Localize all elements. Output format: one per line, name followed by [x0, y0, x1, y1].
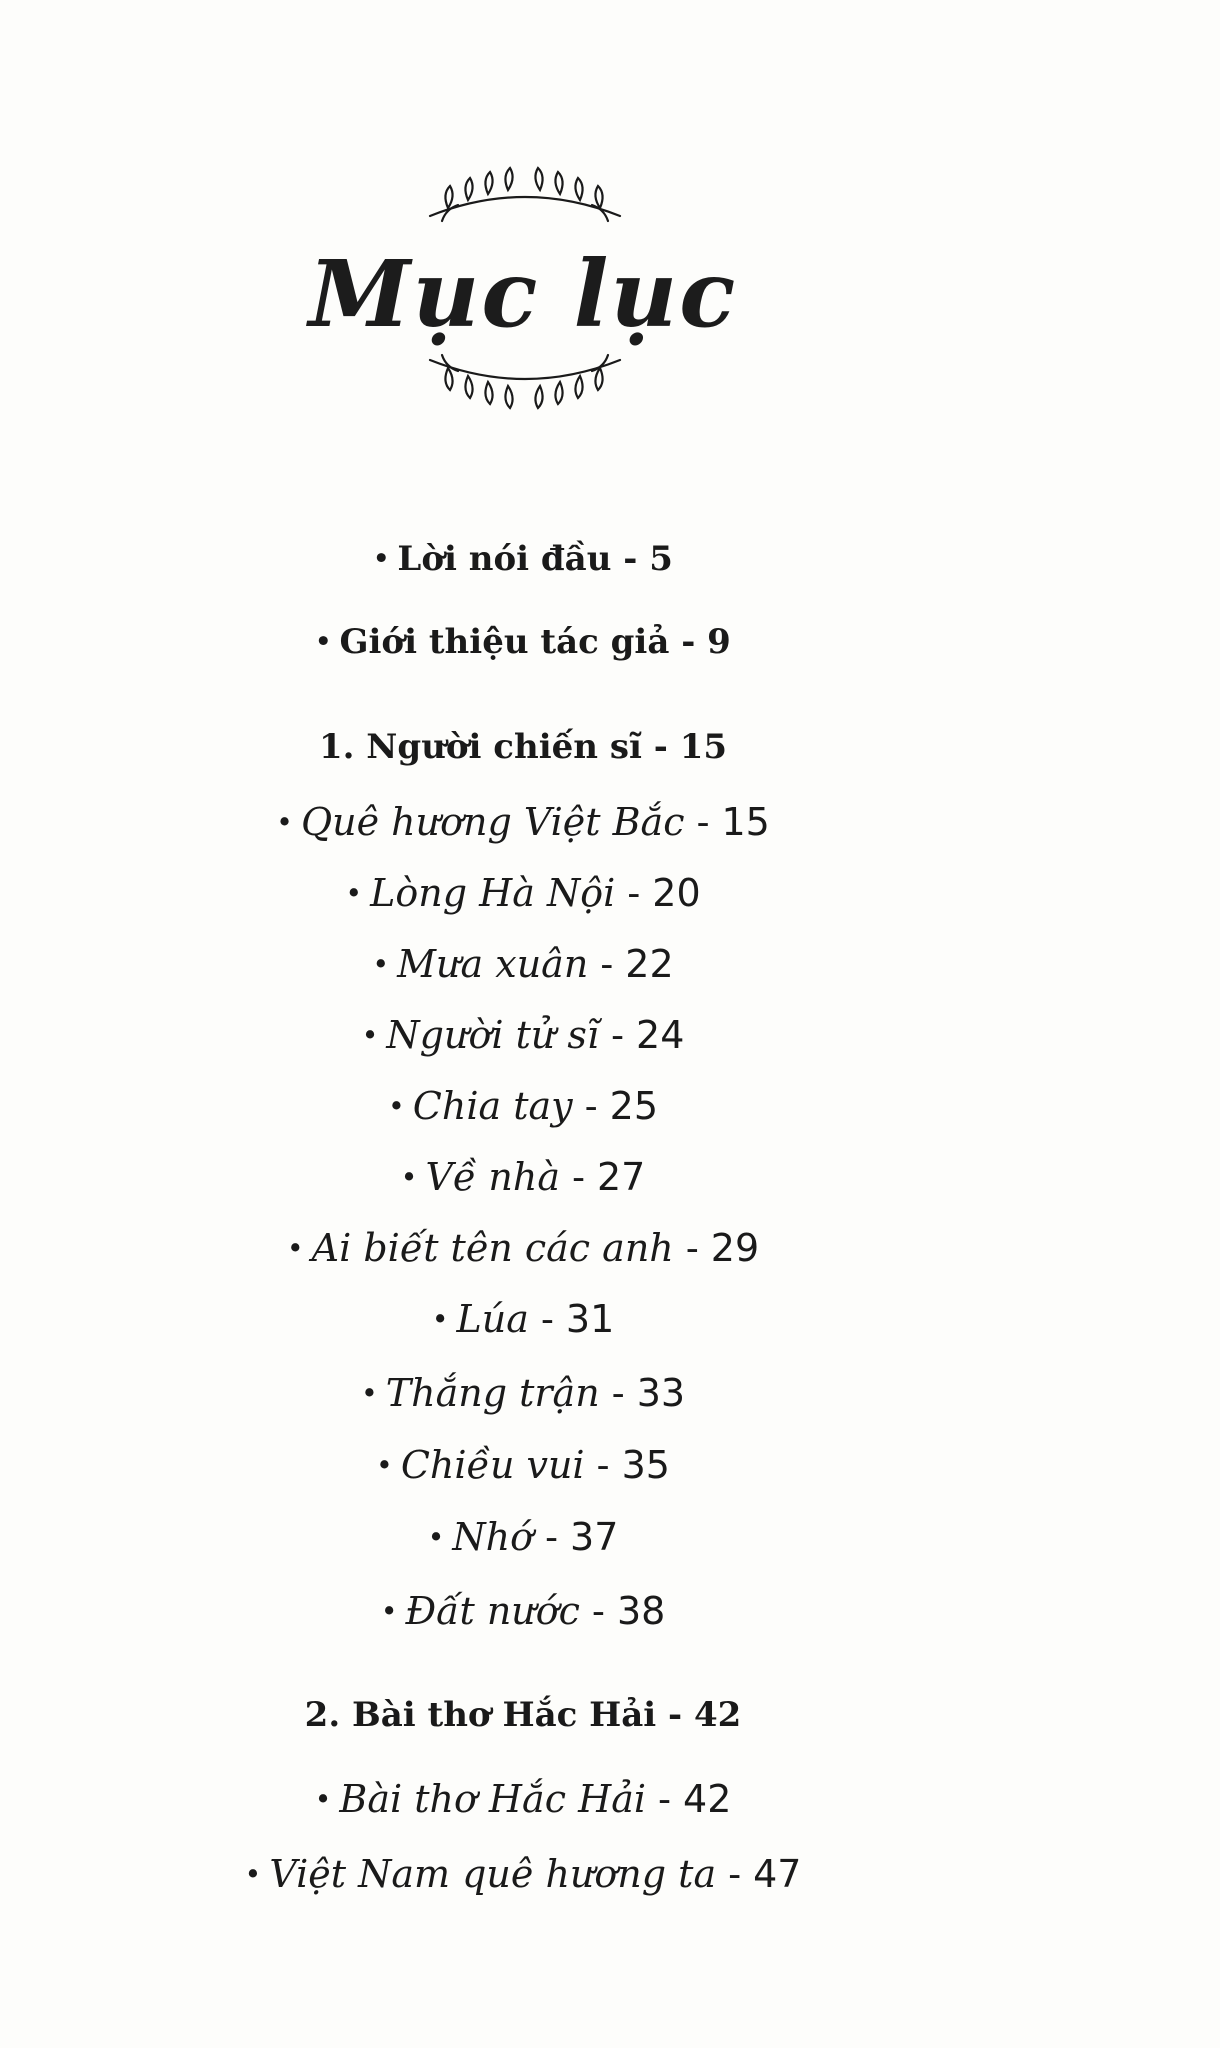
- bullet-icon: •: [400, 1160, 418, 1194]
- toc-separator: -: [684, 800, 722, 844]
- toc-separator: -: [528, 1297, 566, 1341]
- toc-entry-title: Giới thiệu tác giả: [339, 622, 670, 662]
- toc-entry[interactable]: [0, 800, 1046, 844]
- bullet-icon: •: [286, 1231, 304, 1265]
- toc-entry-title: Chiều vui: [400, 1443, 585, 1487]
- toc-separator: -: [646, 1777, 684, 1821]
- toc-entry-title: Lời nói đầu: [397, 539, 612, 579]
- toc-separator: -: [579, 1589, 617, 1633]
- toc-separator: -: [533, 1515, 571, 1559]
- toc-entry[interactable]: [0, 1777, 1046, 1821]
- toc-entry-title: Mưa xuân: [397, 942, 589, 986]
- toc-entry-title: Thắng trận: [385, 1371, 600, 1415]
- toc-separator: -: [599, 1371, 637, 1415]
- toc-page-number: 25: [609, 1084, 658, 1128]
- bullet-icon: •: [315, 626, 332, 657]
- toc-separator: -: [641, 727, 680, 767]
- toc-entry[interactable]: [0, 871, 1046, 915]
- toc-page-number: 42: [694, 1695, 742, 1735]
- toc-separator: -: [615, 871, 653, 915]
- bullet-icon: •: [431, 1302, 449, 1336]
- bullet-icon: •: [376, 1448, 393, 1482]
- toc-entry-title: Nhớ: [452, 1515, 534, 1559]
- toc-entry-title: Chia tay: [412, 1084, 573, 1128]
- toc-entry-title: Ai biết tên các anh: [311, 1226, 674, 1270]
- toc-entry[interactable]: [0, 1084, 1046, 1128]
- toc-section-1[interactable]: [0, 727, 1046, 767]
- toc-page-number: 38: [616, 1589, 666, 1633]
- bullet-icon: •: [314, 1782, 332, 1816]
- toc-page-number: 31: [565, 1297, 615, 1341]
- toc-separator: -: [584, 1443, 622, 1487]
- toc-entry[interactable]: [0, 1852, 1046, 1896]
- bullet-icon: •: [380, 1594, 398, 1628]
- bullet-icon: •: [244, 1857, 262, 1891]
- laurel-branch-icon: [420, 348, 630, 418]
- bullet-icon: •: [360, 1376, 378, 1410]
- bullet-icon: •: [427, 1520, 445, 1554]
- toc-section-2[interactable]: [0, 1695, 1046, 1735]
- toc-page-number: 22: [625, 942, 674, 986]
- toc-entry-title: Đất nước: [405, 1589, 580, 1633]
- toc-separator: -: [673, 1226, 711, 1270]
- laurel-branch-icon: [420, 158, 630, 228]
- toc-page-number: 20: [652, 871, 701, 915]
- toc-page-number: 9: [707, 622, 731, 662]
- toc-separator: -: [611, 539, 650, 579]
- toc-separator: -: [572, 1084, 610, 1128]
- toc-entry-title: Người tử sĩ: [386, 1013, 600, 1057]
- toc-entry-author-intro[interactable]: [0, 622, 1046, 662]
- toc-entry[interactable]: [0, 1297, 1046, 1341]
- toc-entry[interactable]: [0, 1443, 1046, 1487]
- toc-page-number: 15: [721, 800, 770, 844]
- toc-entry-preface[interactable]: [0, 539, 1046, 579]
- toc-entry[interactable]: [0, 1226, 1046, 1270]
- bullet-icon: •: [372, 947, 390, 981]
- toc-entry-title: Lúa: [456, 1297, 529, 1341]
- toc-section-title: 1. Người chiến sĩ: [318, 727, 642, 767]
- toc-page-number: 29: [710, 1226, 760, 1270]
- toc-entry[interactable]: [0, 1515, 1046, 1559]
- toc-section-title: 2. Bài thơ Hắc Hải: [304, 1695, 657, 1735]
- toc-entry[interactable]: [0, 1371, 1046, 1415]
- page-title: Mục lục: [308, 240, 738, 348]
- toc-entry-title: Quê hương Việt Bắc: [300, 800, 685, 844]
- toc-separator: -: [669, 622, 708, 662]
- toc-entry-title: Lòng Hà Nội: [370, 871, 616, 915]
- toc-entry[interactable]: [0, 1589, 1046, 1633]
- toc-separator: -: [559, 1155, 597, 1199]
- toc-page-number: 33: [636, 1371, 686, 1415]
- toc-entry-title: Về nhà: [425, 1155, 560, 1199]
- bullet-icon: •: [345, 876, 363, 910]
- toc-entry[interactable]: [0, 942, 1046, 986]
- bullet-icon: •: [387, 1089, 405, 1123]
- toc-page-number: 24: [636, 1013, 685, 1057]
- toc-page-number: 27: [596, 1155, 646, 1199]
- toc-entry[interactable]: [0, 1013, 1046, 1057]
- toc-page-number: 47: [753, 1852, 802, 1896]
- bullet-icon: •: [276, 805, 293, 839]
- toc-entry-title: Việt Nam quê hương ta: [269, 1852, 717, 1896]
- toc-page-number: 37: [570, 1515, 619, 1559]
- toc-separator: -: [656, 1695, 695, 1735]
- toc-entry-title: Bài thơ Hắc Hải: [339, 1777, 647, 1821]
- toc-page-number: 5: [649, 539, 673, 579]
- bullet-icon: •: [373, 543, 390, 574]
- toc-page-number: 35: [621, 1443, 670, 1487]
- toc-page-number: 15: [679, 727, 728, 767]
- bullet-icon: •: [361, 1018, 379, 1052]
- toc-page-number: 42: [683, 1777, 732, 1821]
- toc-entry[interactable]: [0, 1155, 1046, 1199]
- toc-separator: -: [588, 942, 626, 986]
- toc-separator: -: [599, 1013, 637, 1057]
- toc-separator: -: [716, 1852, 754, 1896]
